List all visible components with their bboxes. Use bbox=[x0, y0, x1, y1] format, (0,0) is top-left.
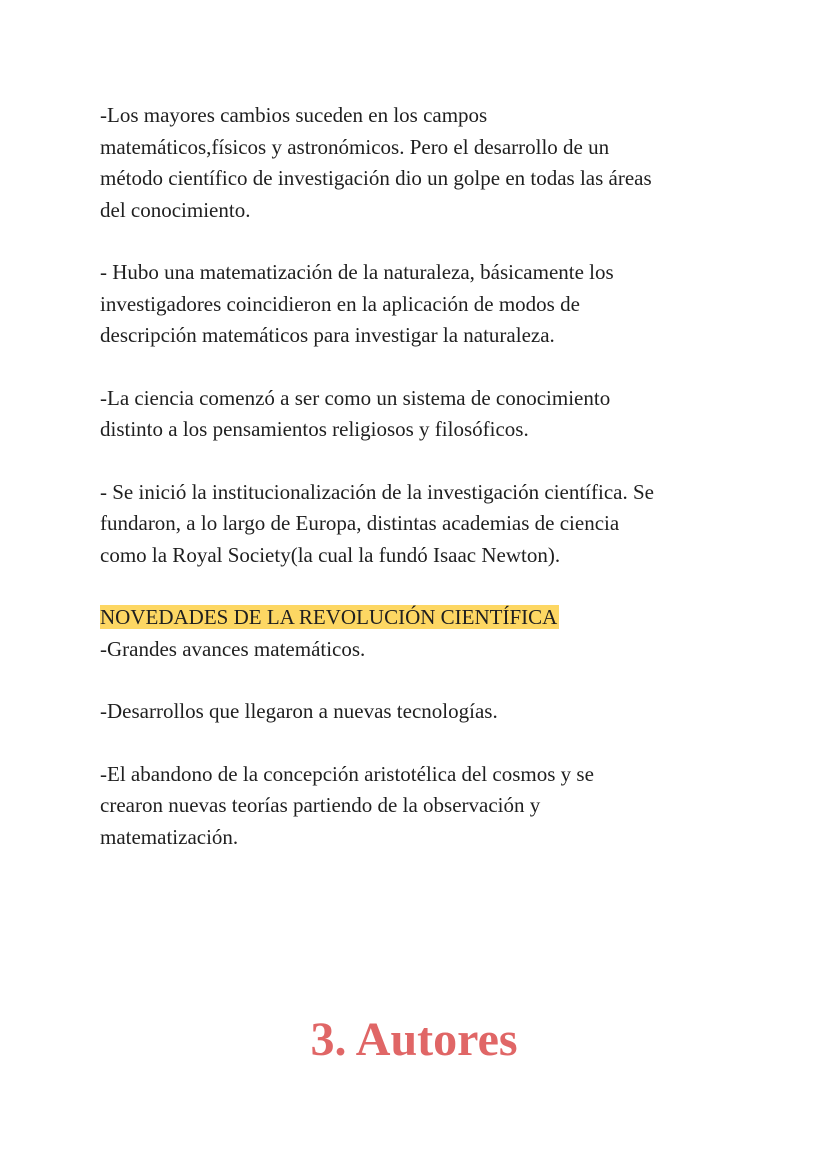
list-item-line: -Grandes avances matemáticos. bbox=[100, 636, 366, 661]
text-line: - Hubo una matematización de la naturaleza, básicamente los bbox=[100, 260, 614, 284]
list-item-line: crearon nuevas teorías partiendo de la observación y bbox=[100, 793, 541, 817]
highlighted-heading: NOVEDADES DE LA REVOLUCIÓN CIENTÍFICA bbox=[100, 605, 558, 629]
novedades-item-cosmos bbox=[100, 759, 740, 854]
text-line: fundaron, a lo largo de Europa, distintas academias de ciencia bbox=[100, 511, 620, 535]
list-item-line: -El abandono de la concepción aristotélica del cosmos y se bbox=[100, 761, 594, 786]
section-title: 3. Autores bbox=[310, 1013, 518, 1066]
text-line: del conocimiento. bbox=[100, 197, 251, 222]
novedades-item-tecnologias bbox=[100, 696, 740, 728]
text-line: distinto a los pensamientos religiosos y filosóficos. bbox=[100, 417, 529, 441]
novedades-section bbox=[100, 602, 740, 665]
text-line: método científico de investigación dio un golpe en todas las áreas bbox=[100, 166, 652, 190]
text-line: -Los mayores cambios suceden en los campos bbox=[100, 103, 488, 127]
list-item-line: matematización. bbox=[100, 824, 239, 849]
paragraph-cambios bbox=[100, 100, 740, 226]
document-body bbox=[100, 100, 740, 884]
text-line: - Se inició la institucionalización de la investigación científica. Se bbox=[100, 479, 654, 504]
text-line: investigadores coincidieron en la aplicación de modos de bbox=[100, 291, 580, 316]
paragraph-institucionalizacion bbox=[100, 477, 740, 572]
novedades-heading-line bbox=[100, 602, 740, 634]
paragraph-ciencia bbox=[100, 383, 740, 446]
text-line: descripción matemáticos para investigar la naturaleza. bbox=[100, 323, 555, 347]
text-line: -La ciencia comenzó a ser como un sistema de conocimiento bbox=[100, 385, 611, 410]
text-line: como la Royal Society(la cual la fundó Isaac Newton). bbox=[100, 542, 561, 567]
list-item-line: -Desarrollos que llegaron a nuevas tecnologías. bbox=[100, 699, 498, 723]
paragraph-matematizacion bbox=[100, 257, 740, 352]
text-line: matemáticos,físicos y astronómicos. Pero el desarrollo de un bbox=[100, 134, 610, 159]
